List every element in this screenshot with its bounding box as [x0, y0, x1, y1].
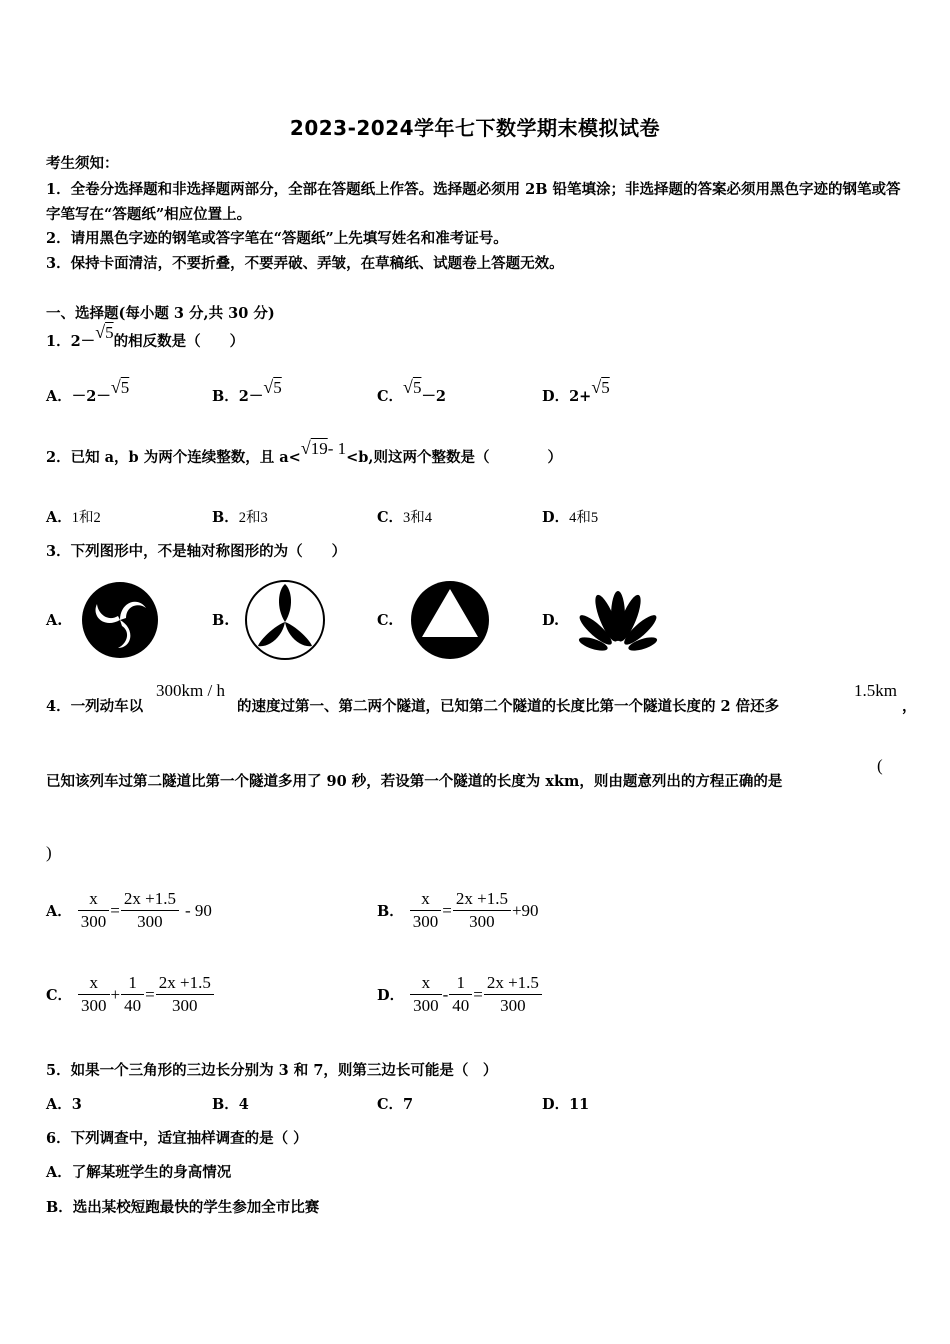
fraction: $\frac{2x +1.5}{300}$	[484, 972, 542, 1017]
q1-option-b[interactable]	[212, 377, 282, 406]
q6-option-b[interactable]	[46, 1196, 319, 1217]
fraction: $\frac{x}{300}$	[78, 972, 110, 1017]
option-label: C．	[377, 509, 404, 526]
q2-minus: - 1	[327, 439, 347, 458]
option-radicand: 5	[601, 378, 610, 397]
option-label: B．	[212, 388, 239, 405]
q5-option-d[interactable]	[542, 1093, 589, 1114]
option-label: D．	[542, 1096, 570, 1113]
q4-option-c[interactable]	[46, 972, 214, 1017]
fraction: $\frac{2x +1.5}{300}$	[121, 888, 179, 933]
option-text: 选出某校短跑最快的学生参加全市比赛	[72, 1199, 320, 1216]
option-post: －2	[421, 388, 447, 405]
fraction: $\frac{1}{40}$	[449, 972, 472, 1017]
option-label: A．	[46, 1096, 72, 1113]
propeller-circle-icon[interactable]	[244, 578, 326, 662]
q1-suffix: 的相反数是（ ）	[113, 333, 245, 350]
tail-term: - 90	[184, 900, 212, 920]
q2-option-d[interactable]	[542, 506, 598, 527]
q1-prefix: 1．2－	[46, 333, 96, 350]
equals-sign: =	[442, 900, 452, 920]
fraction: $\frac{2x +1.5}{300}$	[156, 972, 214, 1017]
q3-option-c-label[interactable]: C.	[377, 612, 394, 629]
q4-option-d[interactable]	[377, 972, 542, 1017]
option-label: A．	[46, 903, 72, 920]
option-radicand: 5	[120, 378, 130, 397]
option-radicand: 5	[412, 378, 422, 397]
q4-comma: ，	[902, 698, 917, 715]
q2-radicand: 19	[310, 439, 328, 458]
page-title: 2023-2024学年七下数学期末模拟试卷	[289, 116, 661, 140]
option-label: D．	[542, 388, 570, 405]
q4-option-a[interactable]	[46, 888, 213, 933]
equals-sign: =	[110, 900, 120, 920]
option-label: B．	[212, 509, 239, 526]
notice-item-2: 2．请用黑色字迹的钢笔或答字笔在“答题纸”上先填写姓名和准考证号。	[46, 230, 508, 247]
option-label: A．	[46, 388, 72, 405]
fraction: $\frac{1}{40}$	[121, 972, 144, 1017]
q2-option-b[interactable]	[212, 506, 268, 527]
question-5: 5．如果一个三角形的三边长分别为 3 和 7，则第三边长可能是（ ）	[46, 1062, 498, 1079]
q1-option-c[interactable]	[377, 377, 447, 406]
notice-heading: 考生须知：	[46, 155, 119, 172]
sqrt-symbol: √	[95, 322, 106, 342]
notice-item-1: 1．全卷分选择题和非选择题两部分，全部在答题纸上作答。选择题必须用 2B 铅笔填涂；非选择题的答案必须用黑色字迹的钢笔或答字笔写在“答题纸”相应位置上。	[46, 181, 901, 223]
tail-term: +90	[511, 900, 539, 920]
q4-extra: 1.5km	[854, 681, 897, 700]
option-text: 了解某班学生的身高情况	[71, 1164, 232, 1181]
q4-open-paren: (	[877, 756, 883, 775]
option-text: 2和3	[238, 510, 268, 526]
section-heading: 一、选择题(每小题 3 分,共 30 分)	[46, 305, 275, 322]
option-label: D．	[542, 509, 570, 526]
fraction: $\frac{x}{300}$	[78, 888, 110, 933]
sqrt-symbol: √	[591, 377, 602, 397]
operator: +	[110, 984, 121, 1004]
option-pre: 2+	[569, 388, 592, 405]
option-radicand: 5	[273, 378, 282, 397]
option-text: 4和5	[569, 510, 599, 526]
q4-part2: 的速度过第一、第二两个隧道，已知第二个隧道的长度比第一个隧道长度的 2 倍还多	[237, 698, 780, 715]
option-text: 4	[238, 1096, 249, 1113]
option-label: A．	[46, 1164, 72, 1181]
q4-option-b[interactable]	[377, 888, 540, 933]
option-label: C．	[46, 987, 73, 1004]
question-2	[46, 438, 562, 467]
huawei-logo-icon[interactable]	[574, 590, 662, 656]
tomoe-symbol-icon[interactable]	[80, 580, 160, 660]
q6-option-a[interactable]	[46, 1161, 231, 1182]
option-text: 7	[403, 1096, 414, 1113]
q1-option-d[interactable]	[542, 377, 610, 406]
fraction: $\frac{2x +1.5}{300}$	[453, 888, 511, 933]
question-3: 3．下列图形中，不是轴对称图形的为（ ）	[46, 543, 347, 560]
option-label: A．	[46, 509, 72, 526]
q4-speed: 300km / h	[156, 681, 225, 700]
option-pre: －2－	[71, 388, 111, 405]
option-label: B．	[377, 903, 404, 920]
q3-option-d-label[interactable]: D.	[542, 612, 560, 629]
fraction: $\frac{x}{300}$	[410, 888, 442, 933]
q2-option-a[interactable]	[46, 506, 101, 527]
sqrt-symbol: √	[300, 438, 311, 458]
option-label: B．	[212, 1096, 239, 1113]
option-label: C．	[377, 1096, 404, 1113]
q1-radicand: 5	[105, 323, 114, 342]
q3-option-b-label[interactable]: B.	[212, 612, 230, 629]
fraction: $\frac{x}{300}$	[410, 972, 442, 1017]
q2-suffix: <b,则这两个整数是（ ）	[346, 449, 562, 466]
q5-option-c[interactable]	[377, 1093, 413, 1114]
equals-sign: =	[473, 984, 483, 1004]
option-text: 3和4	[403, 510, 433, 526]
question-1	[46, 322, 245, 351]
option-text: 3	[71, 1096, 82, 1113]
option-label: B．	[46, 1199, 73, 1216]
q1-option-a[interactable]	[46, 377, 130, 406]
triangle-in-circle-icon[interactable]	[410, 580, 490, 660]
option-text: 11	[569, 1096, 590, 1113]
q4-line2: 已知该列车过第二隧道比第一个隧道多用了 90 秒，若设第一个隧道的长度为 xkm，则由题意列出的方程正确的是	[46, 773, 783, 790]
q4-close-paren: )	[46, 843, 52, 862]
sqrt-symbol: √	[263, 377, 274, 397]
sqrt-symbol: √	[403, 377, 413, 397]
notice-item-3: 3．保持卡面清洁，不要折叠，不要弄破、弄皱，在草稿纸、试题卷上答题无效。	[46, 255, 564, 272]
equals-sign: =	[145, 984, 155, 1004]
q3-option-a-label[interactable]: A.	[46, 612, 63, 629]
question-6: 6．下列调查中，适宜抽样调查的是（ ）	[46, 1130, 308, 1147]
operator: -	[442, 984, 449, 1004]
q5-option-a[interactable]	[46, 1093, 82, 1114]
q4-part1: 4．一列动车以	[46, 698, 144, 715]
option-label: D．	[377, 987, 405, 1004]
q2-prefix: 2．已知 a，b 为两个连续整数，且 a<	[46, 449, 301, 466]
option-text: 1和2	[71, 510, 101, 526]
option-label: C．	[377, 388, 404, 405]
q2-option-c[interactable]	[377, 506, 432, 527]
sqrt-symbol: √	[110, 377, 121, 397]
q5-option-b[interactable]	[212, 1093, 249, 1114]
option-pre: 2－	[238, 388, 264, 405]
